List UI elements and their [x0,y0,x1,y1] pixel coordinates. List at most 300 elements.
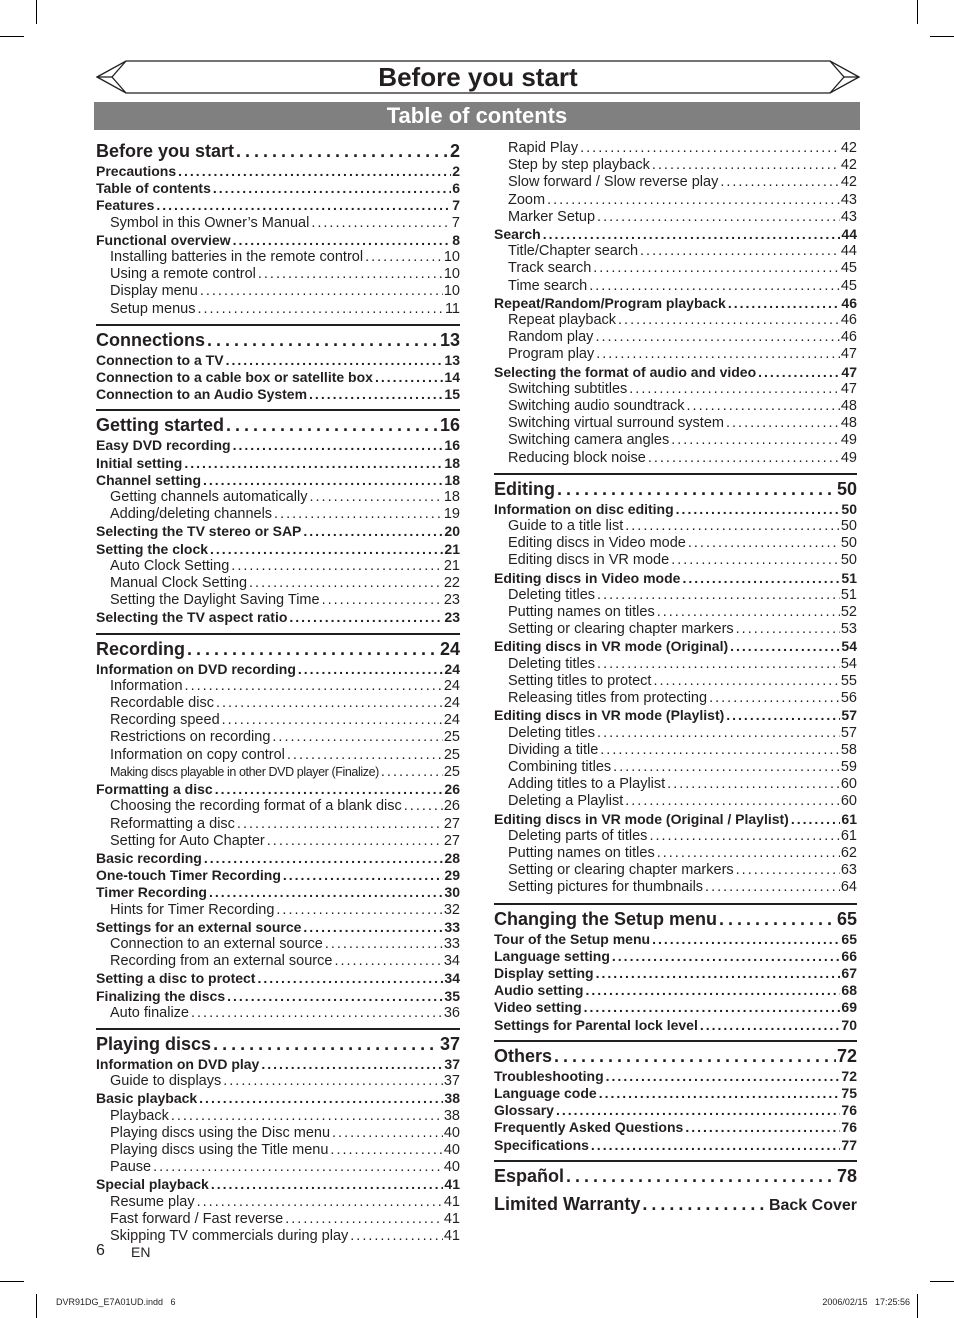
crop-mark [0,36,24,37]
toc-entry-page: 72 [841,1067,857,1084]
toc-entry-page: 46 [841,294,857,311]
toc-entry-page: 50 [841,500,857,517]
toc-leader-dots [258,266,443,283]
toc-subentry[interactable] [494,604,857,621]
toc-leader-dots [566,1165,836,1187]
toc-entry-page: 40 [443,1159,460,1176]
toc-leader-dots [207,329,439,351]
toc-subentry[interactable] [96,215,460,232]
toc-leader-dots [249,575,443,592]
toc-leader-dots [593,260,840,277]
toc-entry-page: 58 [840,741,857,758]
toc-entry-text: Audio setting [494,982,584,999]
toc-subentry[interactable] [96,283,460,300]
toc-leader-dots [233,437,444,454]
toc-leader-dots [153,1159,443,1176]
toc-entry[interactable] [494,1119,857,1136]
toc-entry[interactable] [494,1017,857,1034]
toc-leader-dots [612,948,841,965]
toc-leader-dots [233,232,452,249]
toc-section-heading[interactable] [96,140,460,162]
toc-heading-text: Getting started [96,415,225,436]
toc-entry-text: Resume play [110,1193,195,1210]
toc-entry-page: 33 [444,918,460,935]
toc-entry[interactable] [96,867,460,884]
toc-entry-text: Selecting the format of audio and video [494,363,757,380]
toc-section [494,140,857,467]
toc-entry-text: Information [110,677,183,694]
toc-entry-page: 21 [444,540,460,557]
toc-entry-page: 41 [443,1193,460,1210]
toc-leader-dots [213,1033,439,1055]
toc-entry-text: Settings for an external source [96,918,302,935]
page-title: Before you start [378,62,578,92]
toc-entry-text: Troubleshooting [494,1067,604,1084]
toc-leader-dots [197,1194,443,1211]
toc-subentry[interactable] [494,552,857,569]
toc-entry-text: Precautions [96,163,177,179]
toc-entry-text: Adding/deleting channels [110,506,273,523]
toc-entry-page: 64 [840,879,857,896]
toc-entry-text: Features [96,197,155,214]
toc-subentry[interactable] [96,1005,460,1022]
toc-leader-dots [334,953,442,970]
toc-entry-page: 44 [841,226,857,243]
toc-entry-text: Recordable disc [110,695,214,712]
toc-entry-text: Setting a disc to protect [96,970,256,987]
toc-subentry[interactable] [494,742,857,759]
toc-entry[interactable] [96,523,460,540]
toc-entry[interactable] [96,386,460,403]
toc-leader-dots [591,1137,841,1154]
toc-leader-dots [283,867,444,884]
toc-entry[interactable] [96,1176,460,1193]
toc-section-heading[interactable] [96,324,460,351]
toc-section-heading[interactable] [96,1028,460,1055]
toc-section-heading[interactable] [494,903,857,930]
toc-entry-page: 37 [444,1055,460,1072]
toc-leader-dots [600,742,840,759]
toc-section-heading[interactable] [494,1040,857,1067]
toc-entry-text: Repeat/Random/Program playback [494,294,726,311]
toc-entry[interactable] [96,1056,460,1073]
toc-entry[interactable] [96,163,460,180]
toc-leader-dots [226,352,444,369]
toc-subentry[interactable] [96,902,460,919]
toc-subentry[interactable] [494,346,857,363]
toc-subentry[interactable] [96,1142,460,1159]
toc-entry-page: 27 [443,832,460,849]
toc-subentry[interactable] [494,793,857,810]
toc-subentry[interactable] [96,747,460,764]
toc-entry-page: 11 [444,300,460,317]
toc-entry-text: Skipping TV commercials during play [110,1227,349,1244]
toc-leader-dots [185,678,443,695]
toc-subentry[interactable] [96,1211,460,1228]
toc-leader-dots [736,621,840,638]
toc-subentry[interactable] [96,798,460,815]
toc-entry-page: 50 [840,518,857,535]
toc-entry-text: Using a remote control [110,266,256,283]
toc-subentry[interactable] [96,575,460,592]
toc-entry-text: Settings for Parental lock level [494,1016,698,1033]
toc-entry[interactable] [494,811,857,828]
toc-leader-dots [178,163,451,180]
toc-subentry[interactable] [96,764,460,781]
toc-entry-text: Installing batteries in the remote control [110,249,364,266]
toc-entry-text: Hints for Timer Recording [110,901,275,918]
toc-leader-dots [309,386,443,403]
toc-entry-page: 49 [840,432,857,449]
toc-entry-text: Program play [508,346,595,363]
toc-entry[interactable] [96,472,460,489]
toc-subentry[interactable] [494,192,857,209]
toc-entry-text: Manual Clock Setting [110,575,248,592]
toc-entry-page: 19 [443,506,460,523]
toc-entry-page: 40 [443,1124,460,1141]
toc-entry[interactable] [494,965,857,982]
section-title-bar: Table of contents [94,102,860,130]
toc-heading-page: 72 [836,1045,857,1066]
toc-section-heading[interactable] [96,633,460,660]
toc-entry-text: Putting names on titles [508,844,655,861]
toc-entry-text: Random play [508,329,594,346]
toc-entry-page: 18 [444,454,460,471]
toc-entry-text: Switching subtitles [508,380,628,397]
toc-subentry[interactable] [494,312,857,329]
toc-section [494,1193,857,1217]
toc-entry[interactable] [96,1090,460,1107]
toc-entry[interactable] [96,919,460,936]
toc-entry-text: Functional overview [96,231,231,248]
crop-mark [917,1294,918,1318]
toc-heading-text: Playing discs [96,1033,212,1054]
toc-entry-text: Video setting [494,999,582,1016]
toc-section-heading[interactable] [494,1160,857,1187]
toc-leader-dots [642,1193,768,1215]
toc-entry-page: 69 [841,999,857,1016]
toc-subentry[interactable] [494,690,857,707]
toc-entry-text: Channel setting [96,471,202,488]
toc-heading-page: 16 [439,415,460,436]
toc-entry-text: Dividing a title [508,741,599,758]
toc-entry-text: Connection to an external source [110,935,323,952]
crop-mark [36,1294,37,1318]
toc-entry[interactable] [494,1137,857,1154]
toc-entry-page: 50 [840,535,857,552]
toc-entry-page: 56 [840,690,857,707]
toc-subentry[interactable] [96,695,460,712]
toc-entry-text: Making discs playable in other DVD player (Finalize) [110,764,379,779]
toc-heading-text: Español [494,1165,565,1186]
toc-entry-text: Selecting the TV stereo or SAP [96,523,302,540]
toc-entry-page: 14 [444,369,460,386]
toc-leader-dots [652,157,840,174]
toc-subentry[interactable] [494,587,857,604]
crop-mark [930,36,954,37]
toc-heading-page: 65 [836,908,857,929]
toc-leader-dots [276,902,442,919]
toc-entry-text: Repeat playback [508,312,617,329]
crop-mark [930,1281,954,1282]
toc-subentry[interactable] [96,301,460,318]
toc-entry-text: Basic playback [96,1090,198,1107]
toc-entry-page: 46 [840,329,857,346]
toc-leader-dots [584,999,841,1016]
toc-subentry[interactable] [96,1159,460,1176]
toc-entry-page: 62 [840,844,857,861]
toc-leader-dots [213,180,451,197]
toc-subentry[interactable] [96,249,460,266]
toc-subentry[interactable] [494,535,857,552]
toc-entry[interactable] [96,369,460,386]
toc-entry-page: 60 [840,776,857,793]
toc-subentry[interactable] [494,381,857,398]
toc-subentry[interactable] [96,953,460,970]
toc-entry-page: 43 [840,191,857,208]
toc-entry-page: 18 [443,489,460,506]
toc-entry[interactable] [494,570,857,587]
toc-entry-text: Setting for Auto Chapter [110,832,265,849]
toc-entry[interactable] [96,197,460,214]
toc-leader-dots [652,931,840,948]
toc-entry[interactable] [494,295,857,312]
toc-entry-text: Title/Chapter search [508,243,639,260]
toc-entry[interactable] [96,541,460,558]
toc-subentry[interactable] [494,174,857,191]
toc-entry[interactable] [96,970,460,987]
toc-entry-page: 76 [841,1102,857,1119]
toc-entry-page: 66 [841,947,857,964]
toc-subentry[interactable] [494,157,857,174]
toc-entry-page: 24 [444,660,460,677]
toc-leader-dots [597,656,840,673]
toc-entry[interactable] [96,352,460,369]
toc-subentry[interactable] [494,243,857,260]
toc-leader-dots [187,638,439,660]
toc-subentry[interactable] [96,558,460,575]
toc-subentry[interactable] [494,879,857,896]
toc-entry-page: 65 [841,930,857,947]
toc-entry[interactable] [96,232,460,249]
toc-leader-dots [613,759,840,776]
toc-entry[interactable] [96,781,460,798]
toc-entry-text: Marker Setup [508,208,596,225]
toc-leader-dots [730,638,840,655]
toc-entry[interactable] [96,850,460,867]
toc-subentry[interactable] [494,398,857,415]
toc-entry[interactable] [494,501,857,518]
toc-subentry[interactable] [494,656,857,673]
toc-entry-text: Setting the Daylight Saving Time [110,592,320,609]
toc-entry-text: Restrictions on recording [110,729,271,746]
toc-entry[interactable] [494,931,857,948]
toc-leader-dots [687,398,840,415]
toc-leader-dots [682,570,840,587]
toc-subentry[interactable] [494,725,857,742]
toc-entry-page: 54 [841,638,857,655]
toc-section-heading[interactable] [494,473,857,500]
toc-entry-page: 27 [443,815,460,832]
toc-leader-dots [653,673,839,690]
toc-entry-page: 60 [840,793,857,810]
toc-subentry[interactable] [96,506,460,523]
toc-leader-dots [309,489,442,506]
toc-subentry[interactable] [494,432,857,449]
toc-entry-page: 10 [443,249,460,266]
toc-subentry[interactable] [494,518,857,535]
toc-subentry[interactable] [96,816,460,833]
toc-entry-text: Information on DVD recording [96,660,296,677]
toc-entry-text: Putting names on titles [508,604,655,621]
toc-leader-dots [322,592,443,609]
toc-entry-page: 21 [443,557,460,574]
toc-entry[interactable] [494,1085,857,1102]
toc-entry[interactable] [494,1102,857,1119]
toc-leader-dots [676,501,841,518]
toc-subentry[interactable] [494,673,857,690]
toc-section [96,1028,460,1245]
toc-subentry[interactable] [96,936,460,953]
toc-entry[interactable] [494,1068,857,1085]
toc-entry-text: Formatting a disc [96,781,213,798]
toc-entry-text: Auto Clock Setting [110,557,230,574]
toc-leader-dots [330,1142,442,1159]
toc-subentry[interactable] [96,1108,460,1125]
toc-entry-text: Display menu [110,283,198,300]
toc-section-heading[interactable] [494,1193,857,1217]
toc-entry-page: 38 [444,1090,460,1107]
toc-leader-dots [625,518,840,535]
toc-entry[interactable] [96,661,460,678]
toc-entry-text: Fast forward / Fast reverse [110,1210,284,1227]
toc-subentry[interactable] [494,329,857,346]
toc-subentry[interactable] [494,140,857,157]
toc-entry-text: Setting or clearing chapter markers [508,862,734,879]
toc-entry-text: Finalizing the discs [96,987,226,1004]
toc-subentry[interactable] [494,759,857,776]
toc-entry-text: Specifications [494,1136,589,1153]
toc-heading-text: Others [494,1045,553,1066]
toc-section [494,1160,857,1187]
toc-section-heading[interactable] [96,409,460,436]
toc-entry-text: Editing discs in VR mode [508,552,670,569]
toc-entry[interactable] [494,982,857,999]
toc-subentry[interactable] [494,278,857,295]
toc-entry-text: Deleting a Playlist [508,793,624,810]
toc-entry[interactable] [494,226,857,243]
toc-entry-text: Information on disc editing [494,500,674,517]
toc-subentry[interactable] [96,1194,460,1211]
toc-leader-dots [599,1085,841,1102]
toc-subentry[interactable] [96,489,460,506]
toc-subentry[interactable] [96,712,460,729]
toc-section [96,633,460,1022]
toc-subentry[interactable] [494,862,857,879]
toc-subentry[interactable] [494,828,857,845]
toc-section [494,1040,857,1154]
toc-leader-dots [191,1005,443,1022]
toc-entry-text: Zoom [508,191,546,208]
toc-subentry[interactable] [494,776,857,793]
toc-subentry[interactable] [494,415,857,432]
toc-entry-text: Editing discs in VR mode (Original / Playlist) [494,810,789,827]
toc-subentry[interactable] [494,260,857,277]
toc-subentry[interactable] [96,1125,460,1142]
toc-entry-text: Rapid Play [508,140,579,156]
toc-leader-dots [580,140,840,157]
toc-section [494,473,857,897]
toc-entry-page: 63 [840,862,857,879]
toc-subentry[interactable] [96,678,460,695]
toc-subentry[interactable] [494,450,857,467]
toc-leader-dots [381,764,443,781]
toc-subentry[interactable] [96,833,460,850]
toc-entry-page: 40 [443,1141,460,1158]
toc-subentry[interactable] [96,592,460,609]
toc-leader-dots [726,707,840,724]
toc-entry-page: 2 [452,163,460,179]
toc-entry-page: 44 [840,243,857,260]
toc-entry-page: 10 [443,266,460,283]
toc-heading-text: Editing [494,478,555,499]
toc-entry[interactable] [96,437,460,454]
toc-entry[interactable] [494,999,857,1016]
toc-subentry[interactable] [96,1228,460,1245]
toc-entry[interactable] [494,364,857,381]
toc-leader-dots [640,243,840,260]
toc-entry-page: 49 [840,449,857,466]
toc-entry[interactable] [96,988,460,1005]
toc-entry[interactable] [494,948,857,965]
toc-subentry[interactable] [494,209,857,226]
toc-entry-text: Table of contents [96,180,211,197]
toc-heading-page: Back Cover [768,1196,857,1214]
toc-subentry[interactable] [96,729,460,746]
toc-subentry[interactable] [494,845,857,862]
toc-entry-page: 26 [444,781,460,798]
toc-entry-page: 48 [840,398,857,415]
toc-leader-dots [350,1228,443,1245]
toc-entry-page: 41 [443,1210,460,1227]
toc-leader-dots [200,283,443,300]
toc-entry-page: 30 [444,884,460,901]
toc-subentry[interactable] [494,621,857,638]
toc-leader-dots [648,450,840,467]
toc-entry-text: Connection to a cable box or satellite box [96,369,373,386]
toc-subentry[interactable] [96,266,460,283]
toc-entry-page: 25 [443,729,460,746]
toc-leader-dots [222,712,443,729]
toc-entry[interactable] [96,884,460,901]
toc-subentry[interactable] [96,1073,460,1090]
toc-entry[interactable] [494,707,857,724]
toc-entry[interactable] [494,638,857,655]
toc-entry-page: 35 [444,987,460,1004]
toc-entry-page: 8 [452,231,460,248]
toc-entry[interactable] [96,455,460,472]
toc-entry-page: 7 [451,214,460,231]
toc-leader-dots [585,982,840,999]
toc-entry-page: 45 [840,260,857,277]
toc-entry-text: Connection to an Audio System [96,386,308,403]
toc-entry[interactable] [96,609,460,626]
toc-entry-text: Setting or clearing chapter markers [508,621,734,638]
toc-entry-page: 24 [443,712,460,729]
toc-leader-dots [667,776,840,793]
crop-mark [0,1281,24,1282]
toc-entry[interactable] [96,180,460,197]
